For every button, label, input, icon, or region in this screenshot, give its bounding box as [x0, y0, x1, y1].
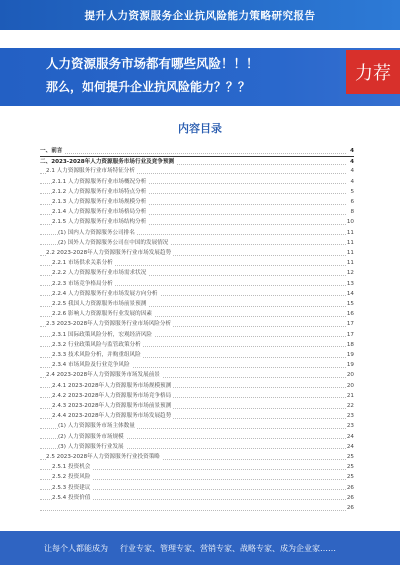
toc-entry-label: 2.2.4 人力资源服务行业市场发展方向分析: [52, 290, 158, 297]
toc-entry-page: 25: [346, 454, 354, 460]
toc-entry-page: 26: [346, 505, 354, 511]
toc-entry-page: 12: [346, 270, 354, 277]
toc-entry[interactable]: [40, 442, 354, 452]
toc-entry-label: 2.1.2 人力资源服务行业市场特点分析: [52, 188, 147, 195]
footer-banner: [0, 531, 400, 565]
toc-entry-page: 8: [350, 209, 354, 216]
hero-subheadline: 那么，如何提升企业抗风险能力？？？: [46, 80, 251, 94]
toc-entry[interactable]: [40, 268, 354, 278]
toc-entry[interactable]: [40, 146, 354, 156]
toc-entry-label: 2.2 2023-2028年人力资源服务行业市场发展趋势: [46, 250, 172, 256]
toc-entry-page: 11: [346, 239, 354, 246]
toc-entry-page: 4: [350, 178, 354, 185]
toc-entry-page: 17: [346, 331, 354, 338]
toc-entry-page: 17: [346, 321, 354, 328]
toc-entry-label: 2.1.3 人力资源服务行业市场规模分析: [52, 199, 147, 205]
toc-entry-page: 19: [346, 362, 354, 369]
toc-entry-page: 11: [346, 260, 354, 267]
toc-entry-label: (1) 国内人力资源服务公司排名: [58, 229, 135, 236]
toc-entry-label: 2.2.5 我国人力资源服务市场前景预测: [52, 301, 147, 307]
toc-entry-label: 2.1.4 人力资源服务行业市场格局分析: [52, 209, 147, 216]
toc-entry-label: 2.3.3 技术风险分析，并购重组风险: [52, 352, 141, 358]
toc-entry[interactable]: [40, 370, 354, 380]
toc-entry-label: 2.3.2 行业政策风险与监管政策分析: [52, 341, 141, 348]
toc-entry[interactable]: [40, 360, 354, 370]
toc-entry[interactable]: [40, 299, 354, 309]
toc-entry[interactable]: [40, 381, 354, 391]
toc-entry[interactable]: [40, 248, 354, 258]
brand-logo-text: 力荐: [355, 63, 391, 84]
toc-entry-page: 4: [350, 148, 354, 154]
toc-entry-label: 2.5.4 投资价值: [52, 494, 91, 501]
toc-entry[interactable]: [40, 503, 354, 513]
toc-entry-label: 2.1 人力资源服务行业市场特征分析: [46, 168, 135, 175]
report-title-bar: [0, 0, 400, 30]
table-of-contents: [40, 146, 354, 521]
toc-entry-label: 二、2023-2028年人力资源服务市场行业及竞争预测: [40, 159, 175, 166]
toc-entry[interactable]: [40, 472, 354, 482]
toc-entry[interactable]: [40, 411, 354, 421]
toc-entry[interactable]: [40, 350, 354, 360]
toc-entry-page: 20: [346, 372, 354, 379]
toc-entry-label: 2.2.1 市场供求关系分析: [52, 260, 113, 267]
toc-entry[interactable]: [40, 330, 354, 340]
toc-entry[interactable]: [40, 483, 354, 493]
toc-entry[interactable]: [40, 279, 354, 289]
toc-entry-page: 20: [346, 382, 354, 389]
toc-entry-page: 19: [346, 352, 354, 358]
toc-entry-page: 11: [346, 229, 354, 236]
toc-entry-label: 2.1.5 人力资源服务行业市场结构分析: [52, 219, 147, 226]
toc-entry-label: 2.2.3 市场竞争格局分析: [52, 280, 113, 287]
report-title: 提升人力资源服务企业抗风险能力策略研究报告: [84, 9, 316, 22]
toc-entry[interactable]: [40, 207, 354, 217]
brand-logo: [346, 50, 400, 94]
toc-entry-label: 2.3.1 国际政策风险分析，宏观经济风险: [52, 331, 152, 338]
toc-entry[interactable]: [40, 228, 354, 238]
toc-entry-page: 24: [346, 433, 354, 440]
toc-entry-label: 2.5.1 投资机会: [52, 464, 91, 471]
toc-entry-page: 25: [346, 474, 354, 481]
toc-entry-page: 24: [346, 443, 354, 450]
toc-entry-page: 26: [346, 484, 354, 491]
toc-entry[interactable]: [40, 421, 354, 431]
toc-entry[interactable]: [40, 309, 354, 319]
toc-entry[interactable]: [40, 166, 354, 176]
toc-entry-label: (3) 人力资源服务行业发展: [58, 443, 124, 450]
toc-entry-label: 2.5.3 投资建议: [52, 484, 91, 491]
toc-entry[interactable]: [40, 319, 354, 329]
toc-entry-page: 26: [346, 494, 354, 501]
footer-lead: 让每个人都能成为: [44, 543, 108, 553]
toc-entry[interactable]: [40, 452, 354, 462]
toc-entry[interactable]: [40, 391, 354, 401]
toc-entry-label: 2.4.1 2023-2028年人力资源服务市场规模预测: [52, 382, 172, 389]
toc-entry-page: 23: [346, 413, 354, 420]
toc-entry-label: (1) 人力资源服务市场主体数量: [58, 423, 135, 430]
footer-roles: 行业专家、管理专家、营销专家、战略专家、成为企业家……: [120, 543, 336, 553]
toc-entry-label: 2.4 2023-2028年人力资源服务市场发展前景: [46, 372, 160, 379]
toc-entry[interactable]: [40, 462, 354, 472]
toc-entry-label: 2.5 2023-2028年人力资源服务行业投资策略: [46, 454, 160, 460]
toc-entry-label: 一、前言: [40, 148, 63, 154]
toc-entry[interactable]: [40, 238, 354, 248]
toc-entry[interactable]: [40, 340, 354, 350]
toc-entry-page: 14: [346, 290, 354, 297]
toc-entry-page: 13: [346, 280, 354, 287]
toc-entry-label: 2.2.2 人力资源服务行业市场需求状况: [52, 270, 147, 277]
toc-entry-page: 23: [346, 423, 354, 430]
toc-entry-label: 2.4.4 2023-2028年人力资源服务市场发展趋势: [52, 413, 172, 420]
toc-entry[interactable]: [40, 187, 354, 197]
toc-entry-page: 21: [346, 392, 354, 399]
toc-entry-label: (2) 国外人力资源服务公司在中国的发展情况: [58, 239, 169, 246]
toc-entry-page: 15: [346, 301, 354, 307]
toc-entry[interactable]: [40, 197, 354, 207]
toc-entry[interactable]: [40, 289, 354, 299]
toc-entry[interactable]: [40, 432, 354, 442]
toc-entry[interactable]: [40, 156, 354, 166]
toc-entry-label: 2.3.4 市场风险及行业竞争风险: [52, 362, 130, 369]
toc-entry-page: 4: [350, 159, 354, 166]
toc-leader-dots: [40, 510, 346, 511]
toc-entry[interactable]: [40, 258, 354, 268]
toc-entry-page: 16: [346, 311, 354, 318]
hero-banner: [0, 48, 400, 106]
toc-entry-label: 2.2.6 影响人力资源服务行业发展的因素: [52, 311, 152, 318]
toc-entry-page: 25: [346, 464, 354, 471]
toc-entry-page: 22: [346, 403, 354, 409]
toc-entry-label: 2.4.2 2023-2028年人力资源服务市场竞争格局: [52, 392, 172, 399]
toc-entry-label: 2.5.2 投资风险: [52, 474, 91, 481]
toc-entry-page: 11: [346, 250, 354, 256]
toc-entry-label: 2.1.1 人力资源服务行业市场概况分析: [52, 178, 147, 185]
toc-entry[interactable]: [40, 177, 354, 187]
toc-entry-label: (2) 人力资源服务市场规模: [58, 433, 124, 440]
toc-entry-page: 10: [346, 219, 354, 226]
toc-entry-page: 6: [350, 199, 354, 205]
toc-entry-label: 2.3 2023-2028年人力资源服务行业市场风险分析: [46, 321, 172, 328]
toc-entry-label: 2.4.3 2023-2028年人力资源服务市场前景预测: [52, 403, 172, 409]
toc-title: 内容目录: [178, 122, 222, 135]
toc-entry[interactable]: [40, 493, 354, 503]
toc-entry-page: 5: [350, 188, 354, 195]
toc-leader-dots: [40, 153, 346, 154]
toc-entry-page: 4: [350, 168, 354, 175]
toc-entry[interactable]: [40, 401, 354, 411]
toc-entry-page: 18: [346, 341, 354, 348]
toc-entry[interactable]: [40, 217, 354, 227]
hero-headline: 人力资源服务市场都有哪些风险！！！: [46, 56, 259, 71]
